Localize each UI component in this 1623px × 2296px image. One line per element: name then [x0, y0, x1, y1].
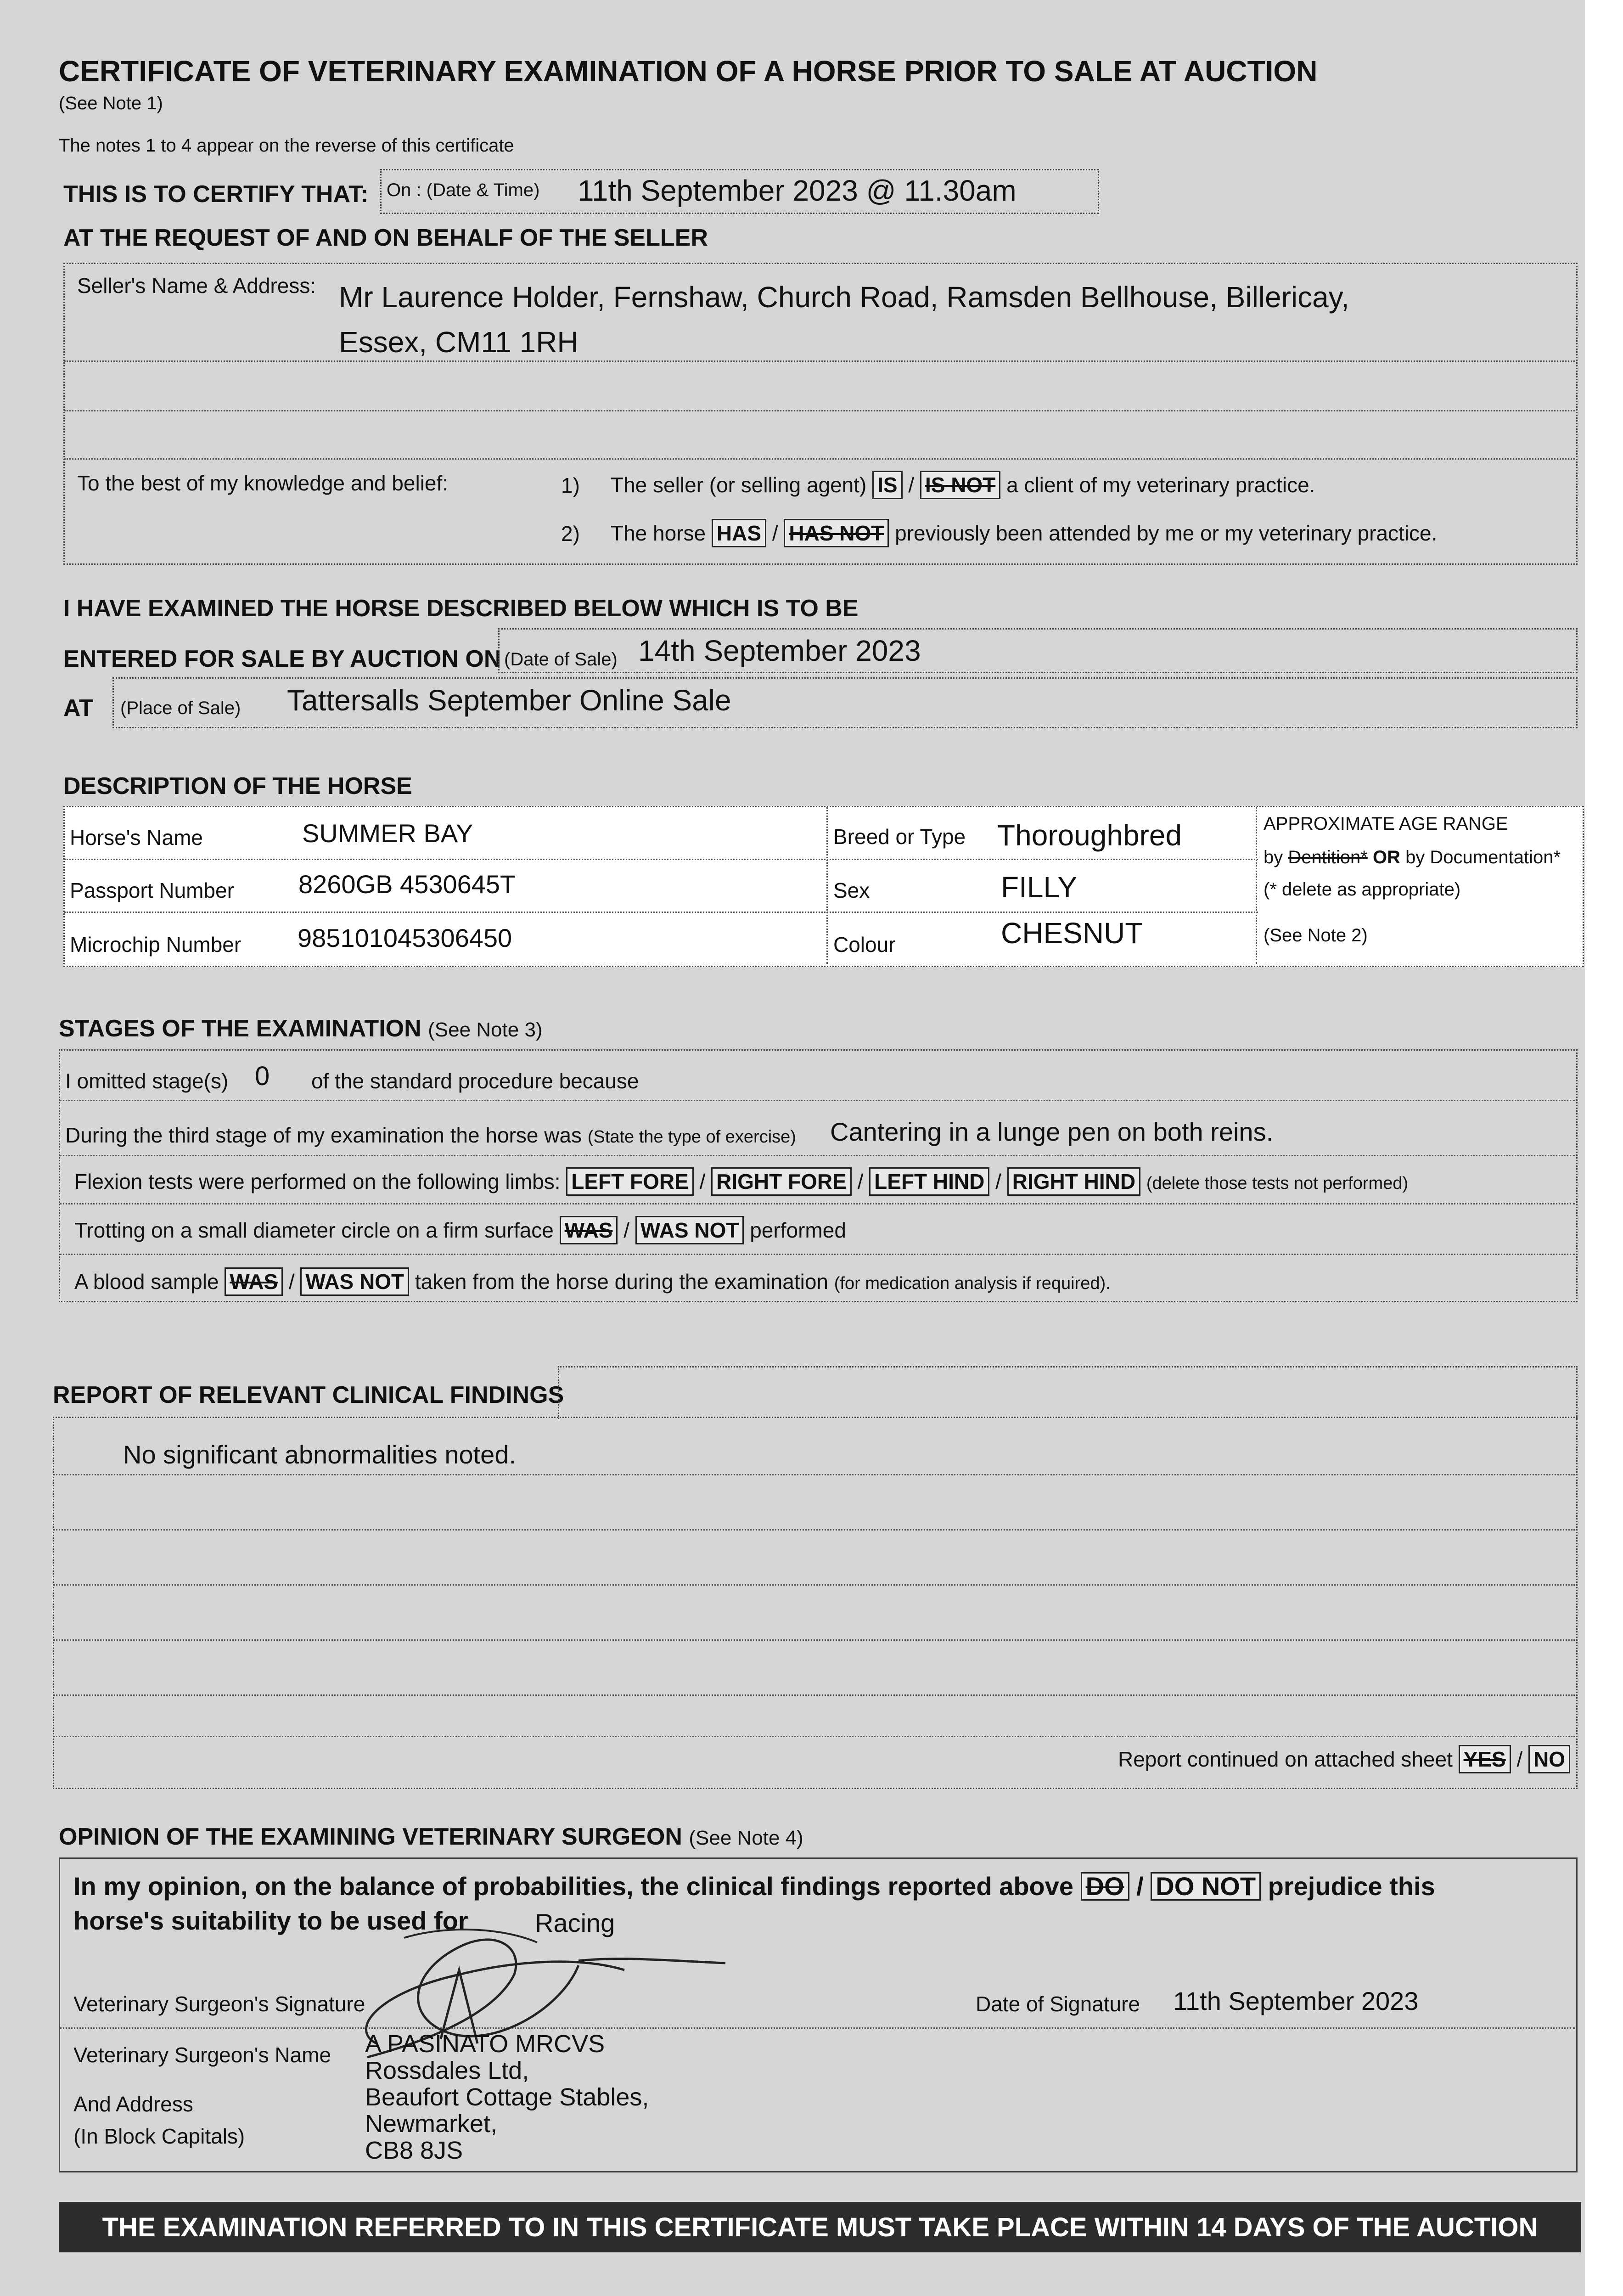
- at-label: AT: [63, 695, 94, 721]
- age-see-note: (See Note 2): [1264, 925, 1368, 945]
- opinion-do-option: DO: [1081, 1872, 1129, 1901]
- report-rule-1: [54, 1474, 1575, 1475]
- omitted-value: 0: [255, 1061, 270, 1091]
- blood-hint: (for medication analysis if required).: [834, 1274, 1111, 1293]
- trot-was-not-option: WAS NOT: [635, 1216, 744, 1244]
- limb-right-fore: RIGHT FORE: [711, 1167, 852, 1196]
- s1-is-not-option: IS NOT: [920, 471, 1000, 499]
- passport-value: 8260GB 4530645T: [298, 870, 516, 899]
- report-continued: Report continued on attached sheet YES / NO: [1118, 1745, 1570, 1773]
- surgeon-name-address: [365, 2031, 649, 2164]
- opinion-heading-text: OPINION OF THE EXAMINING VETERINARY SURGEON: [59, 1823, 682, 1850]
- report-heading-field: [558, 1366, 1578, 1419]
- see-note-1: (See Note 1): [59, 93, 163, 113]
- blood-post: taken from the horse during the examination: [415, 1270, 828, 1294]
- date-of-signature-label: Date of Signature: [976, 1992, 1140, 2016]
- colour-label: Colour: [833, 933, 896, 957]
- report-rule-3: [54, 1584, 1575, 1586]
- request-line: AT THE REQUEST OF AND ON BEHALF OF THE SELLER: [63, 225, 708, 251]
- breed-value: Thoroughbred: [997, 819, 1182, 852]
- opinion-do-not-option: DO NOT: [1151, 1872, 1261, 1901]
- opinion-rule-1: [60, 2027, 1575, 2029]
- age-heading: APPROXIMATE AGE RANGE: [1264, 814, 1508, 834]
- opinion-heading: [59, 1823, 803, 1851]
- seller-address-line2: Essex, CM11 1RH: [339, 326, 578, 359]
- examined-line2: ENTERED FOR SALE BY AUCTION ON: [63, 646, 501, 672]
- age-or: OR: [1372, 847, 1400, 867]
- s1-is-option: IS: [872, 471, 902, 499]
- stages-rule-4: [60, 1254, 1575, 1255]
- microchip-label: Microchip Number: [70, 933, 241, 957]
- notes-line: The notes 1 to 4 appear on the reverse of this certificate: [59, 135, 514, 156]
- seller-label: Seller's Name & Address:: [77, 274, 316, 298]
- omitted-label: I omitted stage(s): [65, 1069, 229, 1093]
- knowledge-num-1: 1): [561, 473, 580, 497]
- knowledge-num-2: 2): [561, 522, 580, 546]
- limb-left-hind: LEFT HIND: [869, 1167, 989, 1196]
- surgeon-address-line-2: Beaufort Cottage Stables,: [365, 2083, 649, 2111]
- stages-rule-1: [60, 1100, 1575, 1101]
- s2-has-not-option: HAS NOT: [784, 519, 889, 547]
- opinion-text-2: horse's suitability to be used for: [73, 1906, 468, 1935]
- report-rule-5: [54, 1694, 1575, 1696]
- date-of-signature-value: 11th September 2023: [1173, 1986, 1419, 2015]
- s2-post: previously been attended by me or my veterinary practice.: [895, 521, 1438, 545]
- third-stage-value: Cantering in a lunge pen on both reins.: [830, 1117, 1274, 1146]
- stages-heading: [59, 1015, 543, 1042]
- s1-post: a client of my veterinary practice.: [1006, 473, 1315, 497]
- signature-label: Veterinary Surgeon's Signature: [73, 1992, 365, 2016]
- description-heading: DESCRIPTION OF THE HORSE: [63, 773, 412, 799]
- microchip-value: 985101045306450: [298, 923, 512, 952]
- stages-note: (See Note 3): [428, 1019, 543, 1041]
- blood-was-option: WAS: [225, 1267, 283, 1296]
- s2-has-option: HAS: [712, 519, 766, 547]
- block-capitals-label: (In Block Capitals): [73, 2124, 245, 2148]
- report-continued-text: Report continued on attached sheet: [1118, 1747, 1453, 1771]
- sex-value: FILLY: [1001, 871, 1077, 904]
- seller-address-line1: Mr Laurence Holder, Fernshaw, Church Road, Ramsden Bellhouse, Billericay,: [339, 281, 1349, 314]
- s2-slash: /: [772, 521, 778, 545]
- place-value: Tattersalls September Online Sale: [287, 684, 731, 717]
- opinion-post: prejudice this: [1268, 1872, 1435, 1901]
- document-title: CERTIFICATE OF VETERINARY EXAMINATION OF A HORSE PRIOR TO SALE AT AUCTION: [59, 55, 1318, 88]
- blood-was-not-option: WAS NOT: [300, 1267, 409, 1296]
- knowledge-statement-2: [611, 519, 1437, 547]
- surgeon-name-label: Veterinary Surgeon's Name: [73, 2043, 331, 2067]
- age-dentition-struck: Dentition*: [1288, 847, 1368, 867]
- desc-col-2: [1256, 807, 1257, 964]
- blood-row: A blood sample WAS / WAS NOT taken from the horse during the examination (for medication analysis if required).: [74, 1267, 1111, 1296]
- flexion-label: Flexion tests were performed on the following limbs:: [74, 1170, 561, 1193]
- omitted-post: of the standard procedure because: [311, 1069, 639, 1093]
- stages-heading-text: STAGES OF THE EXAMINATION: [59, 1015, 421, 1042]
- report-finding: No significant abnormalities noted.: [123, 1440, 517, 1469]
- horse-name-label: Horse's Name: [70, 826, 203, 850]
- seller-rule-1: [64, 360, 1575, 362]
- flexion-row: Flexion tests were performed on the following limbs: LEFT FORE / RIGHT FORE / LEFT HIND / RIGHT HIND (delete those tests not performed): [74, 1167, 1408, 1196]
- surgeon-address-line-3: Newmarket,: [365, 2110, 498, 2138]
- breed-label: Breed or Type: [833, 825, 966, 849]
- knowledge-label: To the best of my knowledge and belief:: [77, 471, 449, 495]
- opinion-pre: In my opinion, on the balance of probabilities, the clinical findings reported above: [73, 1872, 1074, 1901]
- blood-label: A blood sample: [74, 1270, 219, 1294]
- report-heading: REPORT OF RELEVANT CLINICAL FINDINGS: [53, 1382, 564, 1408]
- surgeon-address-line-4: CB8 8JS: [365, 2137, 463, 2164]
- colour-value: CHESNUT: [1001, 917, 1143, 950]
- knowledge-statement-1: [611, 471, 1315, 499]
- limb-left-fore: LEFT FORE: [566, 1167, 694, 1196]
- age-documentation: by Documentation*: [1405, 847, 1561, 867]
- report-yes-option: YES: [1459, 1745, 1511, 1773]
- trot-was-option: WAS: [560, 1216, 618, 1244]
- report-rule-2: [54, 1529, 1575, 1531]
- limb-right-hind: RIGHT HIND: [1007, 1167, 1140, 1196]
- stages-rule-2: [60, 1155, 1575, 1156]
- sex-label: Sex: [833, 878, 870, 902]
- on-date-value: 11th September 2023 @ 11.30am: [578, 174, 1016, 207]
- s1-slash: /: [908, 473, 915, 497]
- trot-post: performed: [750, 1218, 846, 1242]
- age-method: [1264, 847, 1561, 868]
- report-rule-4: [54, 1639, 1575, 1641]
- horse-name-value: SUMMER BAY: [302, 819, 473, 848]
- seller-rule-2: [64, 410, 1575, 411]
- report-rule-6: [54, 1736, 1575, 1737]
- report-no-option: NO: [1528, 1745, 1570, 1773]
- flexion-note: (delete those tests not performed): [1146, 1174, 1409, 1193]
- sale-date-value: 14th September 2023: [638, 634, 921, 667]
- surgeon-address-label: And Address: [73, 2092, 193, 2116]
- third-stage-text: During the third stage of my examination the horse was: [65, 1123, 582, 1147]
- trot-label: Trotting on a small diameter circle on a firm surface: [74, 1218, 554, 1242]
- opinion-note: (See Note 4): [689, 1827, 803, 1849]
- opinion-text-1: In my opinion, on the balance of probabilities, the clinical findings reported above DO / DO NOT prejudice this: [73, 1872, 1435, 1901]
- desc-rule-1: [64, 859, 1258, 860]
- certify-label: THIS IS TO CERTIFY THAT:: [63, 181, 369, 208]
- desc-rule-2: [64, 912, 1258, 913]
- third-stage-hint: (State the type of exercise): [587, 1127, 796, 1147]
- age-by: by: [1264, 847, 1283, 867]
- desc-col-1: [826, 807, 828, 964]
- opinion-use-value: Racing: [535, 1908, 615, 1937]
- sale-date-label: (Date of Sale): [504, 649, 618, 670]
- on-date-label: On : (Date & Time): [387, 180, 540, 200]
- surgeon-name-line: A PASINATO MRCVS: [365, 2030, 605, 2058]
- s1-pre: The seller (or selling agent): [611, 473, 867, 497]
- third-stage-label: [65, 1123, 796, 1148]
- age-delete-note: (* delete as appropriate): [1264, 879, 1461, 900]
- seller-rule-3: [64, 458, 1575, 460]
- passport-label: Passport Number: [70, 878, 234, 902]
- place-label: (Place of Sale): [120, 698, 241, 718]
- examined-line1: I HAVE EXAMINED THE HORSE DESCRIBED BELOW WHICH IS TO BE: [63, 595, 859, 622]
- footer-banner: THE EXAMINATION REFERRED TO IN THIS CERTIFICATE MUST TAKE PLACE WITHIN 14 DAYS OF THE AUCTION: [59, 2202, 1581, 2252]
- s2-pre: The horse: [611, 521, 706, 545]
- stages-rule-3: [60, 1203, 1575, 1204]
- report-block: [53, 1417, 1578, 1789]
- surgeon-address-line-1: Rossdales Ltd,: [365, 2057, 529, 2084]
- trot-row: Trotting on a small diameter circle on a firm surface WAS / WAS NOT performed: [74, 1216, 846, 1244]
